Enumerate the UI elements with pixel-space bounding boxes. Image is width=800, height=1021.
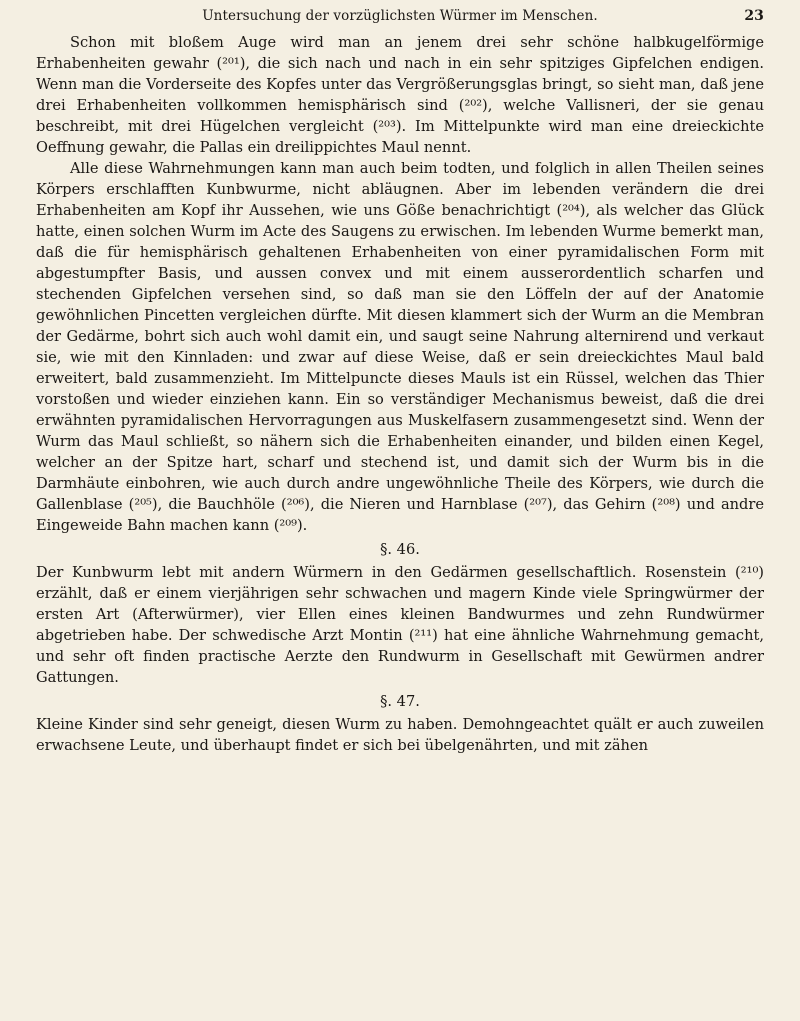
page-number: 23 xyxy=(744,8,764,24)
running-head xyxy=(36,8,764,30)
running-title: Untersuchung der vorzüglichsten Würmer im Menschen. xyxy=(202,8,598,24)
page-body xyxy=(36,32,764,756)
paragraph-1: Schon mit bloßem Auge wird man an jenem drei sehr schöne halbkugelförmige Erhabenheiten gewahr (²⁰¹), die sich nach und nach in ein sehr spitziges Gipfelchen endigen. Wenn man die Vorderseite des Kopfes unter das Vergrößerungsglas bringt, so sieht man, daß jene drei Erhabenheiten vollkommen hemisphärisch sind (²⁰²), welche Vallisneri, der sie genau beschreibt, mit drei Hügelchen vergleicht (²⁰³). Im Mittelpunkte wird man eine dreieckichte Oeffnung gewahr, die Pallas ein dreilippichtes Maul nennt. xyxy=(36,34,764,156)
paragraph-section-46: Der Kunbwurm lebt mit andern Würmern in den Gedärmen gesellschaftlich. Rosenstein (²¹⁰) erzählt, daß er einem vierjährigen sehr schwachen und magern Kinde viele Springwürmer der ersten Art (Afterwürmer), vier Ellen eines kleinen Bandwurmes und zehn Rundwürmer abgetrieben habe. Der schwedische Arzt Montin (²¹¹) hat eine ähnliche Wahrnehmung gemacht, und sehr oft finden practische Aerzte den Rundwurm in Gesellschaft mit Gewürmen andrer Gattungen. xyxy=(36,564,764,686)
paragraph-section-47: Kleine Kinder sind sehr geneigt, diesen Wurm zu haben. Demohngeachtet quält er auch zuweilen erwachsene Leute, und überhaupt findet er sich bei übelgenährten, und mit zähen xyxy=(36,716,764,754)
section-heading-47: §. 47. xyxy=(380,693,420,710)
section-heading-46: §. 46. xyxy=(380,541,420,558)
paragraph-2: Alle diese Wahrnehmungen kann man auch beim todten, und folglich in allen Theilen seines Körpers erschlafften Kunbwurme, nicht abläugnen. Aber im lebenden verändern die drei Erhabenheiten am Kopf ihr Aussehen, wie uns Göße benachrichtigt (²⁰⁴), als welcher das Glück hatte, einen solchen Wurm im Acte des Saugens zu erwischen. Im lebenden Wurme bemerkt man, daß die für hemisphärisch gehaltenen Erhabenheiten von einer pyramidalischen Form mit abgestumpfter Basis, und aussen convex und mit einem ausserordentlich scharfen und stechenden Gipfelchen versehen sind, so daß man sie den Löffeln der auf der Anatomie gewöhnlichen Pincetten vergleichen dürfte. Mit diesen klammert sich der Wurm an die Membran der Gedärme, bohrt sich auch wohl damit ein, und saugt seine Nahrung alternirend und verkaut sie, wie mit den Kinnladen: und zwar auf diese Weise, daß er sein dreieckichtes Maul bald erweitert, bald zusammenzieht. Im Mittelpuncte dieses Mauls ist ein Rüssel, welchen das Thier vorstoßen und wieder einziehen kann. Ein so verständiger Mechanismus beweist, daß die drei erwähnten pyramidalischen Hervorragungen aus Muskelfasern zusammengesetzt sind. Wenn der Wurm das Maul schließt, so nähern sich die Erhabenheiten einander, und bilden einen Kegel, welcher an der Spitze hart, scharf und stechend ist, und damit sich der Wurm bis in die Darmhäute einbohren, wie auch durch andre ungewöhnliche Theile des Körpers, wie durch die Gallenblase (²⁰⁵), die Bauchhöle (²⁰⁶), die Nieren und Harnblase (²⁰⁷), das Gehirn (²⁰⁸) und andre Eingeweide Bahn machen kann (²⁰⁹). xyxy=(36,160,764,534)
